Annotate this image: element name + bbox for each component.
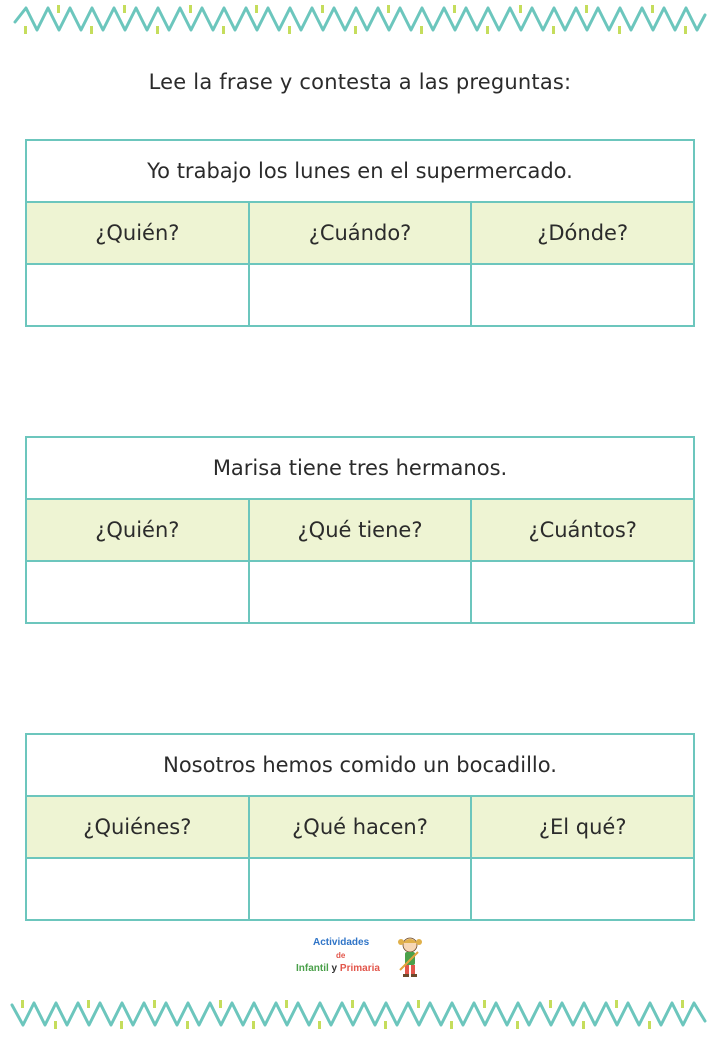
- exercise-table-1: [25, 139, 695, 327]
- instruction-text: Lee la frase y contesta a las preguntas:: [148, 70, 572, 94]
- question-cell: ¿El qué?: [538, 815, 627, 839]
- exercise-table-3: [25, 733, 695, 921]
- answer-cell[interactable]: [27, 859, 250, 919]
- answer-cell[interactable]: [472, 562, 693, 622]
- exercise-sentence: Yo trabajo los lunes en el supermercado.: [27, 141, 693, 203]
- answer-row: [27, 562, 693, 622]
- answer-cell[interactable]: [472, 859, 693, 919]
- question-cell: ¿Quién?: [27, 500, 250, 560]
- answer-cell[interactable]: [27, 265, 250, 325]
- logo-y: y: [328, 963, 340, 974]
- answer-row: [27, 265, 693, 325]
- answer-cell[interactable]: [250, 859, 473, 919]
- exercise-sentence: Marisa tiene tres hermanos.: [27, 438, 693, 500]
- site-logo: [296, 934, 426, 980]
- logo-line-2: de: [336, 951, 346, 960]
- question-row: [27, 797, 693, 859]
- question-cell: ¿Cuántos?: [528, 518, 637, 542]
- answer-cell[interactable]: [250, 562, 473, 622]
- exercise-table-2: [25, 436, 695, 624]
- logo-line-1: Actividades: [313, 937, 370, 948]
- mascot-icon: [396, 934, 424, 978]
- answer-cell[interactable]: [472, 265, 693, 325]
- question-cell: ¿Dónde?: [537, 221, 629, 245]
- question-row: [27, 500, 693, 562]
- logo-line-3: [296, 963, 380, 974]
- question-cell: ¿Cuándo?: [250, 203, 473, 263]
- question-row: [27, 203, 693, 265]
- question-cell: ¿Quién?: [27, 203, 250, 263]
- answer-cell[interactable]: [250, 265, 473, 325]
- question-cell: ¿Qué tiene?: [250, 500, 473, 560]
- bottom-zigzag-border: [0, 995, 720, 1035]
- top-zigzag-border: [0, 0, 720, 40]
- question-cell: ¿Quiénes?: [27, 797, 250, 857]
- exercise-sentence: Nosotros hemos comido un bocadillo.: [27, 735, 693, 797]
- logo-primaria: Primaria: [339, 963, 380, 974]
- question-cell: ¿Qué hacen?: [250, 797, 473, 857]
- logo-infantil: Infantil: [296, 963, 329, 974]
- answer-cell[interactable]: [27, 562, 250, 622]
- answer-row: [27, 859, 693, 919]
